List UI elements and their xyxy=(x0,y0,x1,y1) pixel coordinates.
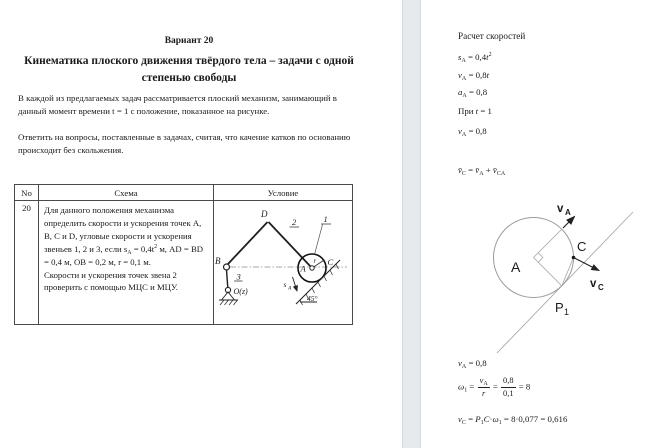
right-angle-mark xyxy=(538,253,543,262)
vec-va-sub: A xyxy=(479,171,484,177)
intro-paragraph-2: Ответить на вопросы, поставленные в задачах, считая, что качение катков по основанию происходит без скольжения. xyxy=(18,132,351,155)
at-t-post: = 1 xyxy=(478,106,492,116)
va-arrow xyxy=(563,217,575,229)
link1-label: 1 xyxy=(323,214,328,224)
vec-vca-sub: CA xyxy=(496,171,506,177)
va-label-sub: A xyxy=(565,208,571,217)
radius-to-va xyxy=(534,229,562,257)
f-sa-sub: A xyxy=(461,58,466,64)
f-vc-c: C xyxy=(483,414,490,424)
radius-to-p1 xyxy=(534,258,562,286)
f-om-frac1-num xyxy=(478,376,490,388)
at-t-pre: При xyxy=(458,106,476,116)
formula-sa xyxy=(458,52,492,62)
formula-omega xyxy=(458,376,530,399)
chord-p1c xyxy=(562,258,574,286)
f-vc-p: P xyxy=(475,414,481,424)
document-title: Кинематика плоского движения твёрдого тела – задачи с одной степенью свободы xyxy=(24,55,354,84)
task-text-sub-a: A xyxy=(127,249,132,256)
f-om-frac1-den xyxy=(478,388,490,399)
table-header-no: No xyxy=(15,185,39,201)
label1-leader xyxy=(315,225,323,255)
f-om-frac2-den: 0,1 xyxy=(503,389,514,398)
vector-equation xyxy=(458,165,505,175)
f-vc-p-sub: 1 xyxy=(480,420,484,426)
f-vat-mid: = 0,8 xyxy=(466,70,487,80)
point-c-label: C xyxy=(327,257,334,267)
f-va1-var: v xyxy=(458,126,462,136)
at-t-var: t xyxy=(475,106,479,116)
f-om-eq3: = 8 xyxy=(516,381,531,392)
vc-arrow xyxy=(574,258,600,271)
velocity-section-heading: Расчет скоростей xyxy=(458,31,526,41)
vc-label-sub: C xyxy=(598,283,604,292)
f-sa-mid: = 0,4 xyxy=(465,52,487,62)
f-vc-sub: C xyxy=(461,420,466,426)
sa-arrow xyxy=(293,277,298,291)
task-text-seg2: = 0,4t xyxy=(131,243,155,254)
p1-label: P xyxy=(555,300,564,315)
wheel-a-label: A xyxy=(511,259,521,275)
f-vc-om: ω xyxy=(492,414,499,424)
vec-vca: v̄ xyxy=(492,165,497,175)
roller-pin xyxy=(310,266,314,270)
f-om-sub: 1 xyxy=(464,387,468,394)
f-va1-sub: A xyxy=(461,132,467,138)
intro-paragraph-1: В каждой из предлагаемых задач рассматривается плоский механизм, занимающий в данный момент времени t = 1 с положение, показанное на рисунке. xyxy=(18,93,337,116)
radius-label: r xyxy=(313,257,317,265)
link-bo xyxy=(227,270,228,288)
vec-vc: v̄ xyxy=(458,165,462,175)
f-vc-var: v xyxy=(458,414,462,424)
f-om-eq1: = xyxy=(467,381,477,392)
f-om-frac1 xyxy=(478,376,490,399)
f-vc-rhs: = 8·0,077 = 0,616 xyxy=(501,414,568,424)
task-text xyxy=(39,201,213,294)
f-om-den1-var: r xyxy=(481,389,486,398)
formula-va-value-1 xyxy=(458,126,487,136)
task-text-cell xyxy=(39,201,214,324)
variant-heading: Вариант 20 xyxy=(164,36,214,46)
f-om-eq2: = xyxy=(490,381,501,392)
f-sa-sup: 2 xyxy=(488,52,492,58)
f-aa-sub: A xyxy=(462,93,467,99)
f-vc-eq1: = xyxy=(465,414,476,424)
incline-hatching xyxy=(300,264,339,305)
f-aa-mid: = 0,8 xyxy=(466,87,488,97)
vc-label: v xyxy=(590,278,597,290)
f-va2-mid: = 0,8 xyxy=(466,358,487,368)
f-om-frac2-num: 0,8 xyxy=(501,376,515,388)
vec-vc-sub: C xyxy=(461,171,466,177)
f-om-num1-sub: A xyxy=(483,381,488,387)
sa-label-base: s xyxy=(283,280,287,289)
formula-va-t xyxy=(458,70,489,80)
f-aa-var: a xyxy=(458,87,463,97)
f-vat-t: t xyxy=(486,70,490,80)
page-separator xyxy=(402,0,421,448)
velocity-diagram xyxy=(480,196,666,360)
link2-label: 2 xyxy=(292,217,297,227)
formula-vc xyxy=(458,414,567,424)
task-text-seg3: м, AD = BD = 0,4 м, OB = 0,2 м, r = 0,1 м. xyxy=(44,243,204,267)
task-text-sup-2: 2 xyxy=(154,243,158,250)
formula-aa xyxy=(458,87,487,97)
f-vat-sub: A xyxy=(461,76,467,82)
mechanism-diagram xyxy=(213,201,352,322)
at-time-note xyxy=(458,106,492,116)
f-sa-var: s xyxy=(458,52,462,62)
p1-label-sub: 1 xyxy=(564,307,570,317)
f-va2-var: v xyxy=(458,358,462,368)
f-vc-dot: · xyxy=(489,414,493,424)
f-vat-var: v xyxy=(458,70,462,80)
support-hatching xyxy=(220,300,238,305)
f-om-var: ω xyxy=(458,381,465,392)
angle-label: 45° xyxy=(307,294,318,303)
f-va2-sub: A xyxy=(461,364,467,370)
sa-label-sub: A xyxy=(288,285,292,292)
f-om-frac2 xyxy=(501,376,515,399)
point-a-label: A xyxy=(300,263,306,274)
table-header-condition: Условие xyxy=(214,185,352,201)
task-text-check: Скорости и ускорения точек звена 2 проверить с помощью МЦС и МЦУ. xyxy=(44,269,178,293)
vec-va: v̄ xyxy=(475,165,480,175)
point-d-label: D xyxy=(261,209,268,219)
f-sa-t: t xyxy=(486,52,489,62)
vec-plus: + xyxy=(483,165,493,175)
origin-label: O(z) xyxy=(233,287,248,296)
wheel-c-label: C xyxy=(577,239,587,254)
task-text-seg1: Для данного положения механизма определить скорости и ускорения точек A, B, C и D, угловые скорости и ускорения звеньев 1, 2 и 3, если s xyxy=(44,205,202,254)
f-vc-om-sub: 1 xyxy=(498,420,502,426)
formula-va-value-2 xyxy=(458,358,487,368)
vec-eq: = xyxy=(465,165,476,175)
f-om-num1-var: v xyxy=(479,376,484,385)
link3-label: 3 xyxy=(236,271,241,282)
link-da xyxy=(269,222,312,267)
pin-b xyxy=(224,264,230,270)
link-bd xyxy=(228,222,268,265)
table-header-schema: Схема xyxy=(39,185,214,201)
va-label: v xyxy=(557,203,564,215)
task-number-cell: 20 xyxy=(15,201,39,324)
point-b-label: B xyxy=(215,256,221,266)
f-va1-mid: = 0,8 xyxy=(466,126,487,136)
